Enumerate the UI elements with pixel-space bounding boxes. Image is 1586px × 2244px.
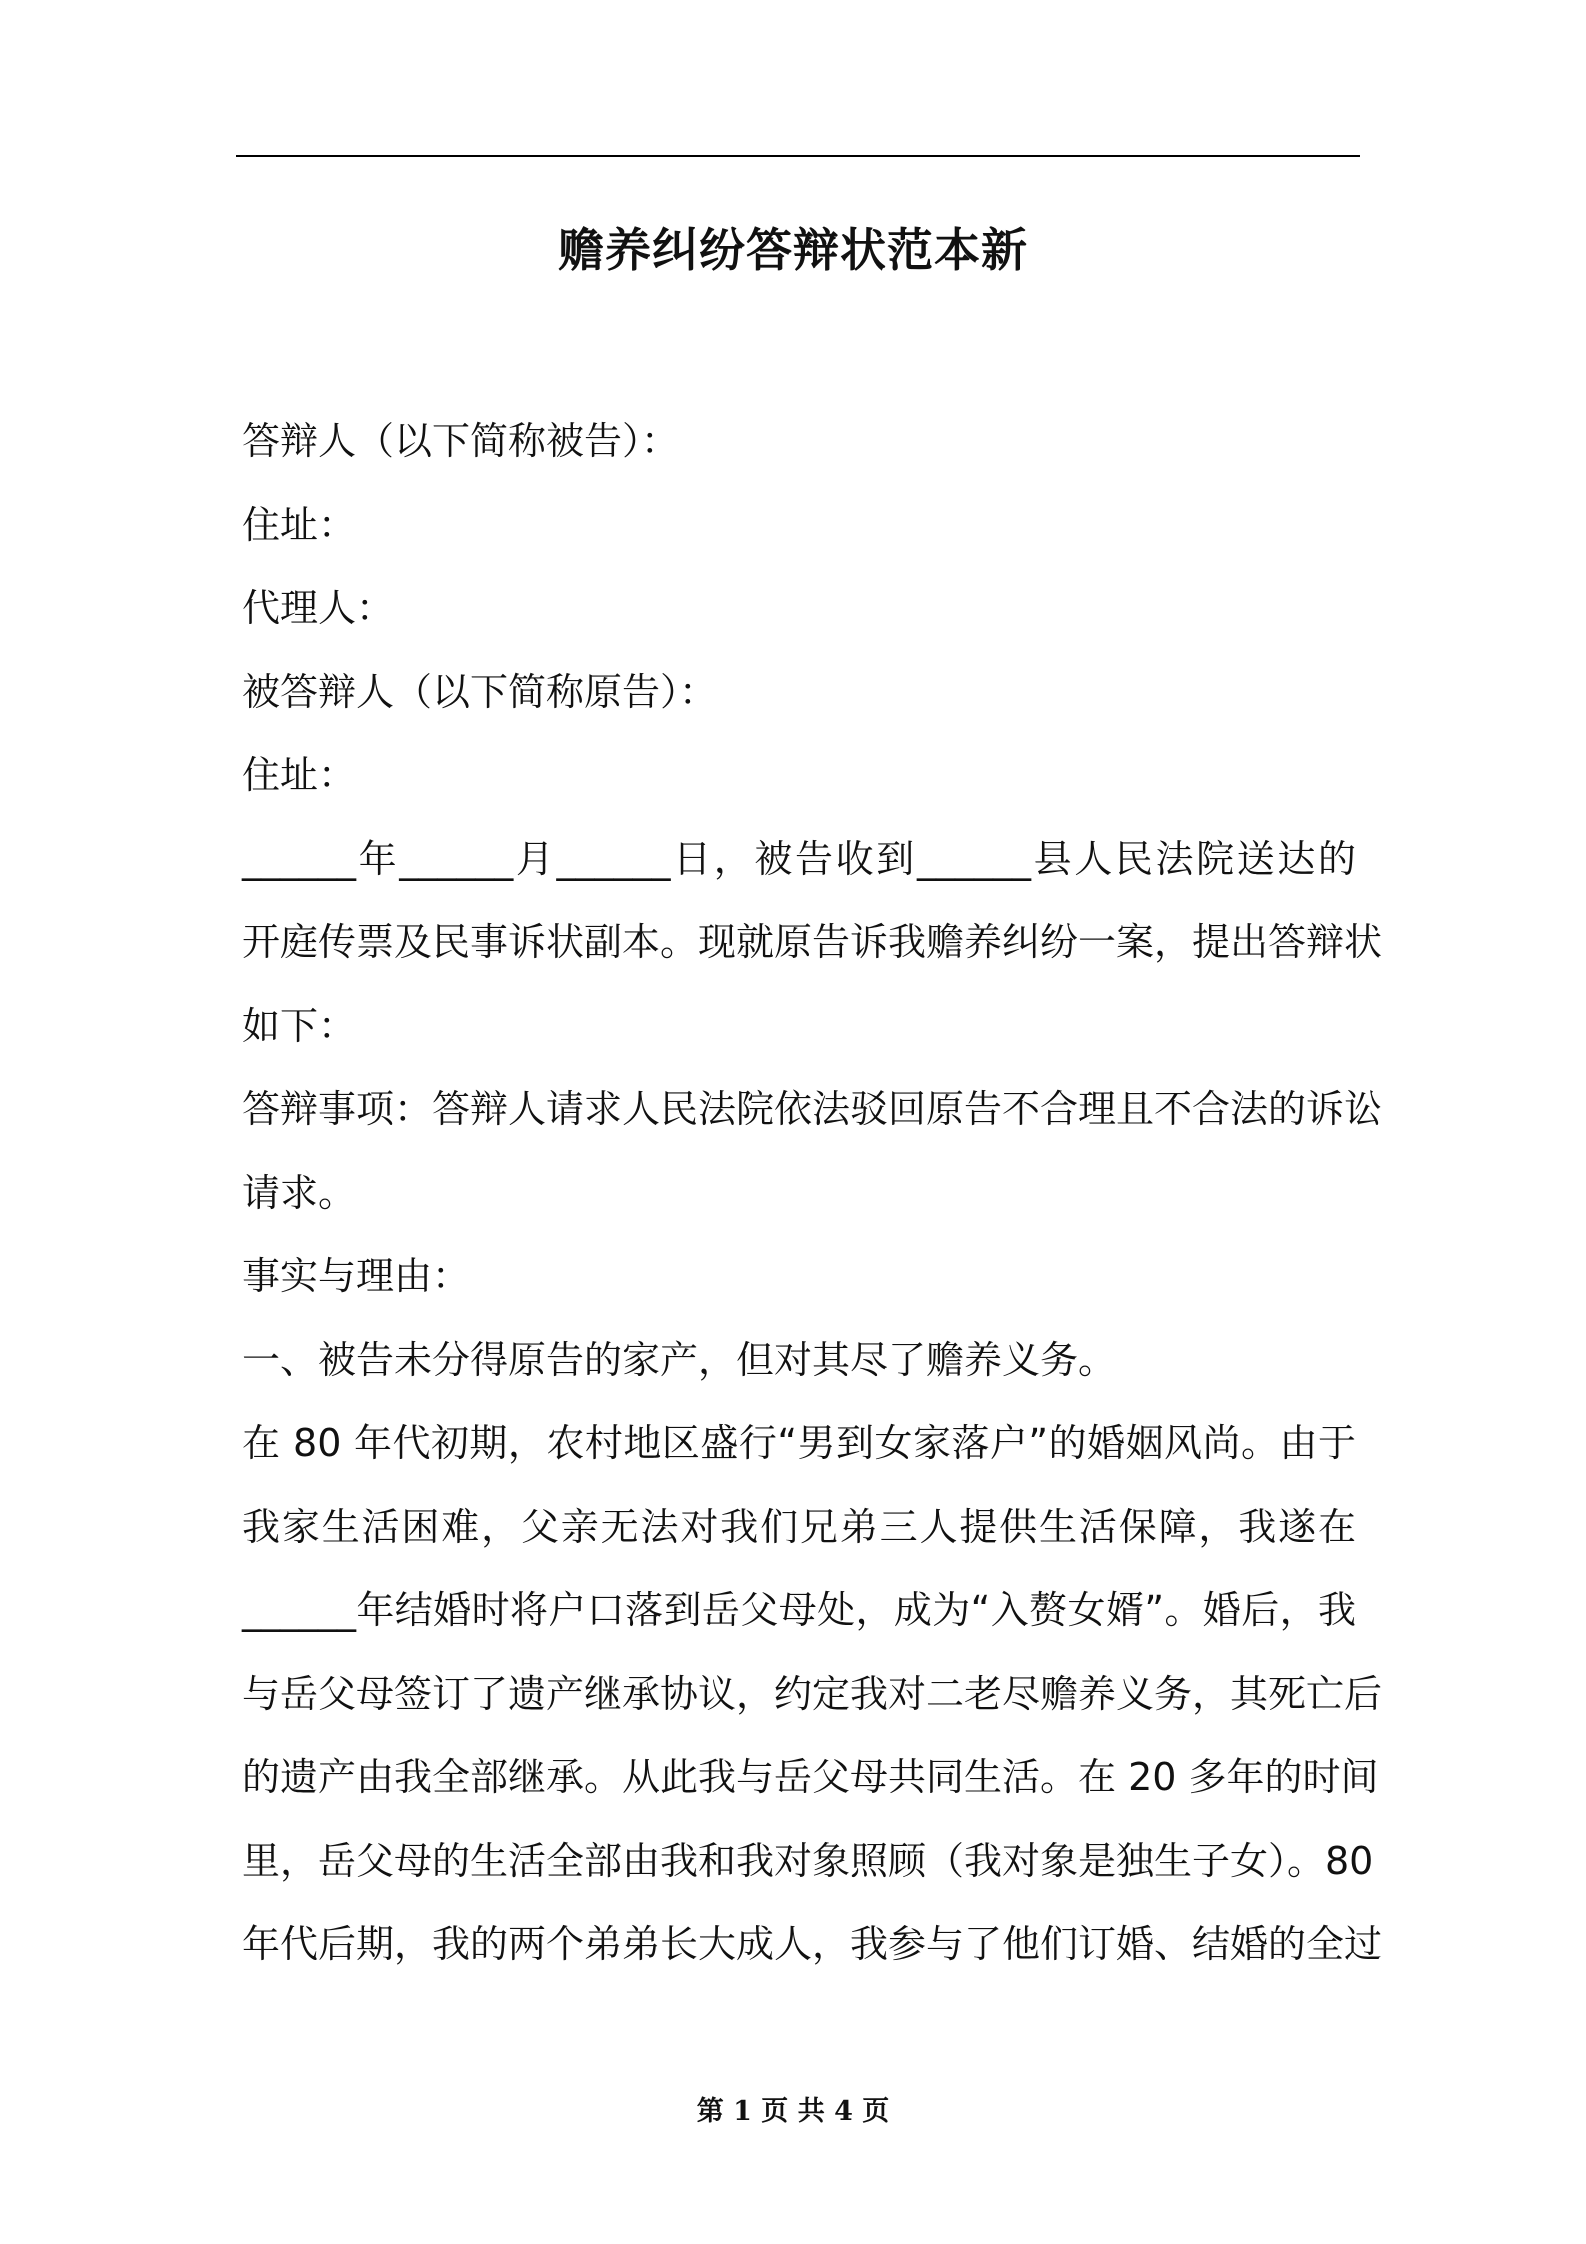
paragraph-line: ______年结婚时将户口落到岳父母处，成为“入赘女婿”。婚后，我 (242, 1588, 1356, 1632)
section-heading: 事实与理由： (242, 1254, 471, 1298)
paragraph-line: 我家生活困难，父亲无法对我们兄弟三人提供生活保障，我遂在 (242, 1504, 1356, 1549)
paragraph-line: 请求。 (242, 1170, 357, 1215)
paragraph-line: 的遗产由我全部继承。从此我与岳父母共同生活。在 20 多年的时间 (242, 1755, 1379, 1799)
paragraph-line: 如下： (242, 1003, 357, 1048)
paragraph-line: 里，岳父母的生活全部由我和我对象照顾（我对象是独生子女）。80 (242, 1838, 1374, 1883)
line-respondent: 答辩人（以下简称被告）： (242, 419, 680, 463)
line-plaintiff: 被答辩人（以下简称原告）： (242, 669, 718, 714)
paragraph-line: 在 80 年代初期，农村地区盛行“男到女家落户”的婚姻风尚。由于 (242, 1421, 1356, 1465)
line-respondent-address: 住址： (242, 502, 357, 547)
document-title: 赡养纠纷答辩状范本新 (558, 223, 1028, 277)
paragraph-line: 与岳父母签订了遗产继承协议，约定我对二老尽赡养义务，其死亡后 (242, 1671, 1383, 1716)
paragraph-line: ______年______月______日，被告收到______县人民法院送达的 (242, 836, 1356, 881)
paragraph-line: 开庭传票及民事诉状副本。现就原告诉我赡养纠纷一案，提出答辩状 (242, 920, 1383, 964)
document-body (242, 400, 1383, 1987)
line-plaintiff-address: 住址： (242, 753, 357, 797)
page-number: 第 1 页 共 4 页 (696, 2096, 890, 2127)
header-rule (236, 155, 1360, 157)
line-agent: 代理人： (242, 586, 395, 630)
paragraph-line: 答辩事项：答辩人请求人民法院依法驳回原告不合理且不合法的诉讼 (242, 1087, 1383, 1131)
section-heading: 一、被告未分得原告的家产，但对其尽了赡养义务。 (242, 1337, 1117, 1382)
paragraph-line: 年代后期，我的两个弟弟长大成人，我参与了他们订婚、结婚的全过 (242, 1922, 1383, 1966)
